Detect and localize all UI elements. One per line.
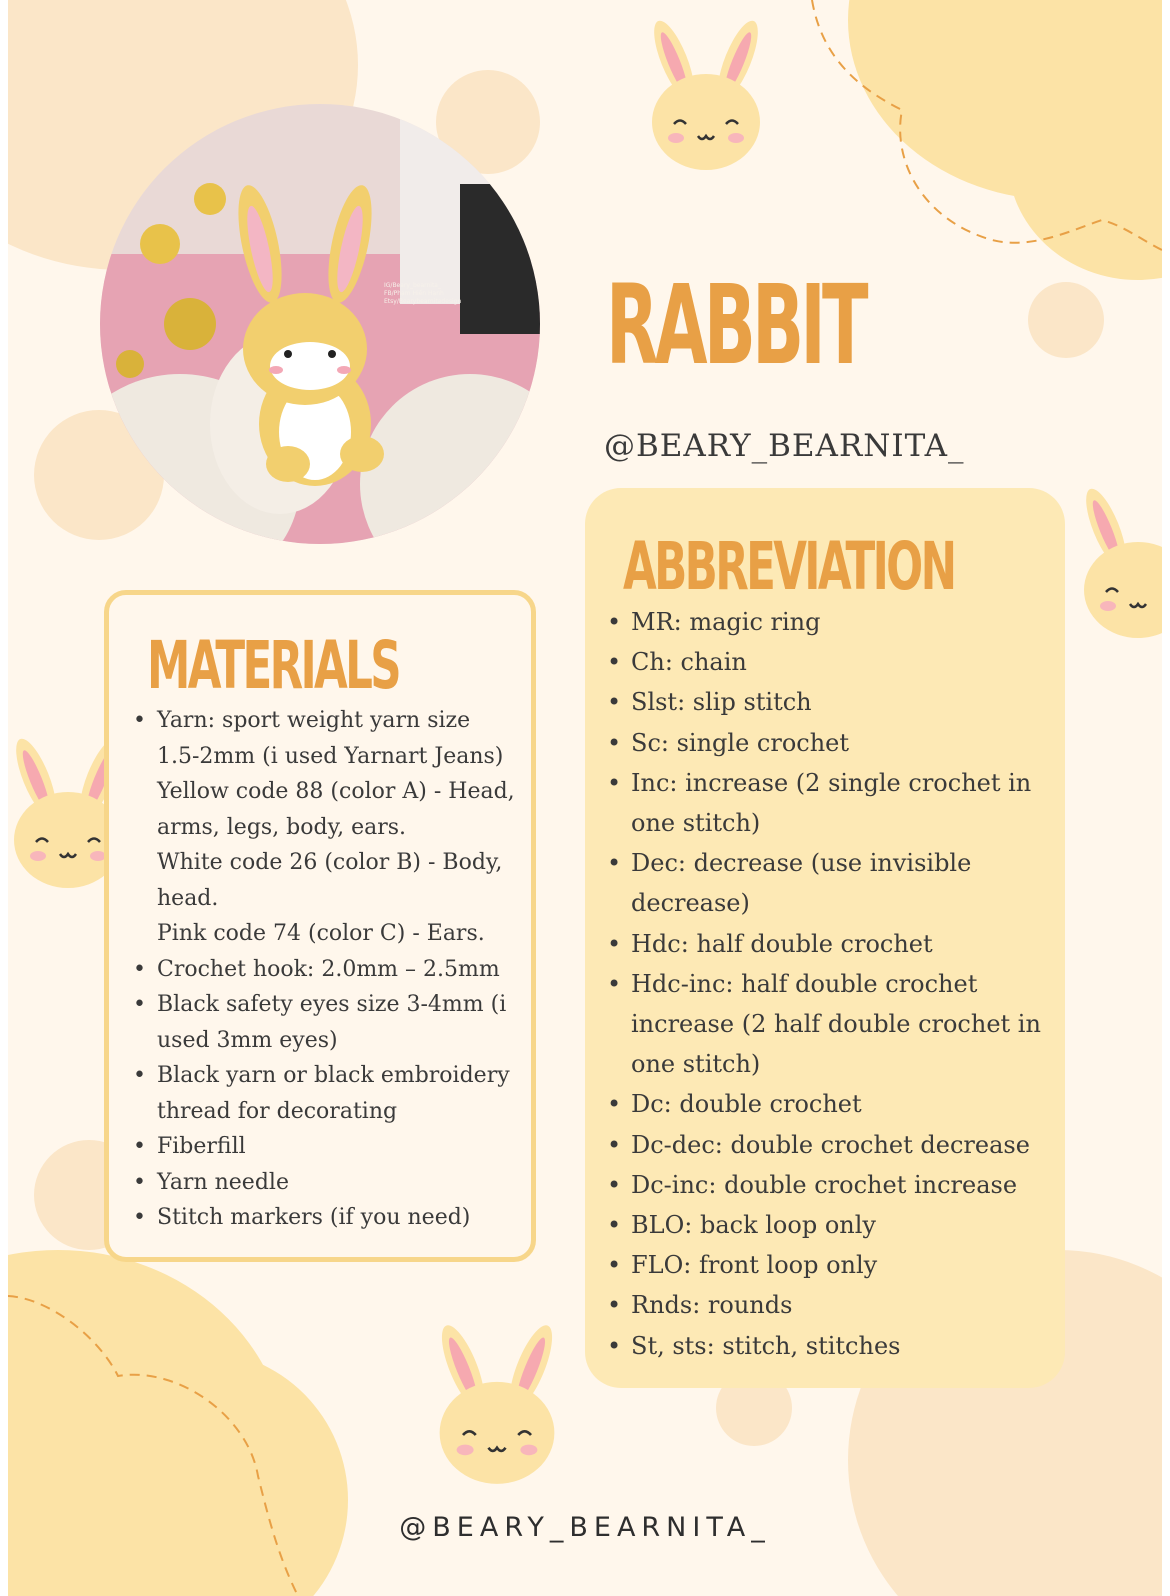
bunny-face-icon <box>412 1316 582 1486</box>
materials-item: Yellow code 88 (color A) - Head, arms, legs, body, ears. <box>157 779 515 840</box>
watermark-line: Etsy/Bearybearnitadesign <box>384 298 462 305</box>
abbreviation-item: • Hdc-inc: half double crochet increase (2 half double crochet in one stitch) <box>631 964 1051 1085</box>
abbreviation-heading: ABBREVIATION <box>623 528 955 605</box>
abbreviation-item: • Slst: slip stitch <box>631 682 1051 722</box>
photo-watermark <box>384 282 461 306</box>
materials-item: • Black safety eyes size 3-4mm (i used 3mm eyes) <box>157 987 517 1058</box>
bg-dot-right <box>1028 282 1104 358</box>
dashed-outline-top-right <box>802 0 1162 260</box>
page-title: RABBIT <box>606 261 865 389</box>
materials-list <box>157 703 517 1236</box>
materials-item: • Stitch markers (if you need) <box>157 1200 517 1236</box>
abbreviation-item: • BLO: back loop only <box>631 1205 1051 1245</box>
bunny-face-icon <box>1058 480 1162 640</box>
bunny-face-icon <box>626 12 786 172</box>
materials-item: White code 26 (color B) - Body, head. <box>157 850 503 911</box>
abbreviation-item: • FLO: front loop only <box>631 1245 1051 1285</box>
dashed-outline-bottom-left <box>8 1276 308 1596</box>
abbreviation-panel <box>585 488 1065 1388</box>
rabbit-photo <box>100 104 540 544</box>
abbreviation-item: • Hdc: half double crochet <box>631 924 1051 964</box>
abbreviation-item: • Inc: increase (2 single crochet in one stitch) <box>631 763 1051 843</box>
abbreviation-list <box>631 602 1051 1366</box>
abbreviation-item: • Sc: single crochet <box>631 723 1051 763</box>
instagram-handle: @BEARY_BEARNITA_ <box>604 428 965 464</box>
watermark-line: FB/Phạm Hiền Hạnh <box>384 290 444 297</box>
crochet-rabbit-image <box>100 104 540 544</box>
materials-item: • Yarn needle <box>157 1165 517 1201</box>
materials-heading: MATERIALS <box>147 627 399 704</box>
materials-item: Pink code 74 (color C) - Ears. <box>157 921 485 946</box>
materials-item: • Yarn: sport weight yarn size 1.5-2mm (i used Yarnart Jeans) <box>157 703 517 774</box>
page <box>8 0 1162 1596</box>
materials-panel <box>104 590 536 1262</box>
abbreviation-item: • Ch: chain <box>631 642 1051 682</box>
watermark-line: IG/Beary_bearnita_ <box>384 282 441 289</box>
materials-item: • Fiberfill <box>157 1129 517 1165</box>
materials-item: • Black yarn or black embroidery thread for decorating <box>157 1058 517 1129</box>
abbreviation-item: • Dc-inc: double crochet increase <box>631 1165 1051 1205</box>
materials-item: • Crochet hook: 2.0mm – 2.5mm <box>157 952 517 988</box>
footer-handle: @BEARY_BEARNITA_ <box>399 1512 771 1543</box>
abbreviation-item: • MR: magic ring <box>631 602 1051 642</box>
abbreviation-item: • Dc: double crochet <box>631 1084 1051 1124</box>
abbreviation-item: • Rnds: rounds <box>631 1285 1051 1325</box>
abbreviation-item: • St, sts: stitch, stitches <box>631 1326 1051 1366</box>
abbreviation-item: • Dec: decrease (use invisible decrease) <box>631 843 1051 923</box>
abbreviation-item: • Dc-dec: double crochet decrease <box>631 1125 1051 1165</box>
